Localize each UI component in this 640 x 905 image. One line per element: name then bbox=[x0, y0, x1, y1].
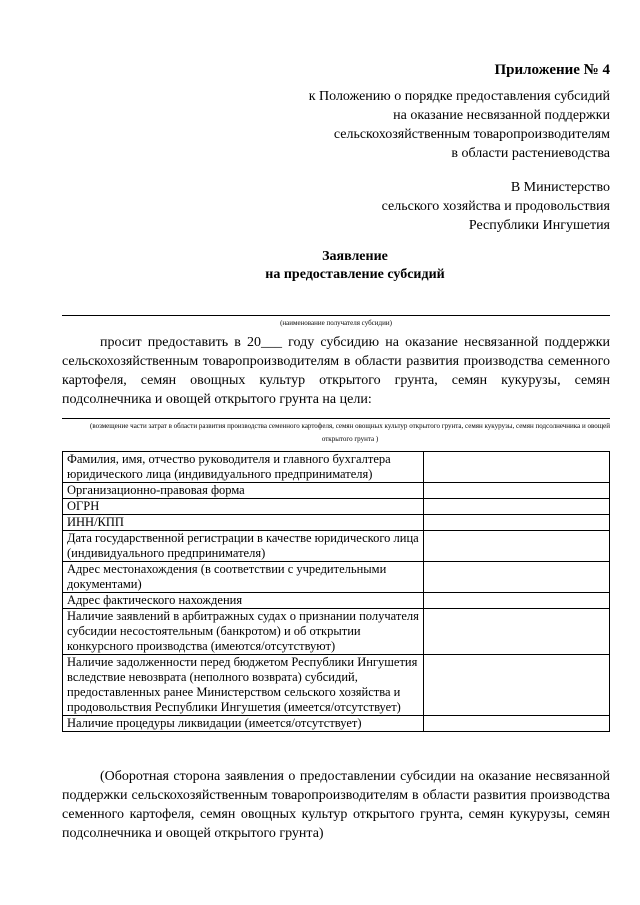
row-label: Адрес фактического нахождения bbox=[63, 593, 424, 609]
row-label: Дата государственной регистрации в качестве юридического лица (индивидуального предпринимателя) bbox=[63, 531, 424, 562]
row-value-field[interactable] bbox=[424, 562, 610, 593]
addressee-line: Республики Ингушетия bbox=[468, 218, 610, 233]
row-value-field[interactable] bbox=[424, 655, 610, 716]
table-row bbox=[63, 515, 610, 531]
appendix-title: Приложение № 4 bbox=[494, 62, 610, 78]
row-label: Наличие задолженности перед бюджетом Республики Ингушетия вследствие невозврата (неполного возврата) субсидий, предоставленных ранее Министерством сельского хозяйства и продовольствия Республики Ингушетия (имеется/отсутствует) bbox=[63, 655, 424, 716]
row-value-field[interactable] bbox=[424, 499, 610, 515]
request-paragraph: просит предоставить в 20___ году субсидию на оказание несвязанной поддержки сельскохозяйственным товаропроизводителям в области развития производства семенного картофеля, семян овощных культур открытого грунта, семян кукурузы, семян подсолнечника и овощей открытого грунта на цели: bbox=[62, 335, 610, 407]
row-value-field[interactable] bbox=[424, 609, 610, 655]
row-value-field[interactable] bbox=[424, 452, 610, 483]
row-label: Наличие процедуры ликвидации (имеется/отсутствует) bbox=[63, 716, 424, 732]
row-label: Наличие заявлений в арбитражных судах о признании получателя субсидии несостоятельным (банкротом) и об открытии конкурсного производства (имеются/отсутствуют) bbox=[63, 609, 424, 655]
row-value-field[interactable] bbox=[424, 716, 610, 732]
table-row bbox=[63, 499, 610, 515]
appendix-reference bbox=[190, 87, 610, 163]
table-row bbox=[63, 593, 610, 609]
title-line-1: Заявление bbox=[322, 249, 388, 264]
row-label: Организационно-правовая форма bbox=[63, 483, 424, 499]
row-value-field[interactable] bbox=[424, 515, 610, 531]
appendix-line: к Положению о порядке предоставления субсидий bbox=[308, 89, 610, 104]
applicant-info-table bbox=[62, 451, 610, 732]
purpose-line[interactable] bbox=[62, 418, 610, 419]
row-value-field[interactable] bbox=[424, 531, 610, 562]
table-row bbox=[63, 531, 610, 562]
row-label: ИНН/КПП bbox=[63, 515, 424, 531]
row-label: ОГРН bbox=[63, 499, 424, 515]
table-row bbox=[63, 562, 610, 593]
appendix-line: в области растениеводства bbox=[451, 146, 610, 161]
table-row bbox=[63, 716, 610, 732]
addressee-block bbox=[190, 178, 610, 235]
addressee-line: сельского хозяйства и продовольствия bbox=[381, 199, 610, 214]
row-label: Адрес местонахождения (в соответствии с учредительными документами) bbox=[63, 562, 424, 593]
table-row bbox=[63, 452, 610, 483]
title-line-2: на предоставление субсидий bbox=[265, 267, 445, 282]
table-row bbox=[63, 609, 610, 655]
recipient-name-caption: (наименование получателя субсидии) bbox=[280, 319, 392, 327]
addressee-line: В Министерство bbox=[510, 180, 610, 195]
appendix-line: на оказание несвязанной поддержки bbox=[393, 108, 610, 123]
row-value-field[interactable] bbox=[424, 593, 610, 609]
document-title bbox=[60, 248, 640, 284]
table-row bbox=[63, 655, 610, 716]
recipient-name-line[interactable] bbox=[62, 315, 610, 316]
appendix-line: сельскохозяйственным товаропроизводителям bbox=[333, 127, 610, 142]
back-side-note: (Оборотная сторона заявления о предоставлении субсидии на оказание несвязанной поддержки сельскохозяйственным товаропроизводителям в области развития производства семенного картофеля, семян овощных культур открытого грунта, семян кукурузы, семян подсолнечника и овощей открытого грунта) bbox=[62, 769, 610, 841]
purpose-caption: (возмещение части затрат в области развития производства семенного картофеля, семян овощных культур открытого грунта, семян кукурузы, семян подсолнечника и овощей открытого грунта ) bbox=[90, 422, 610, 443]
row-label: Фамилия, имя, отчество руководителя и главного бухгалтера юридического лица (индивидуального предпринимателя) bbox=[63, 452, 424, 483]
row-value-field[interactable] bbox=[424, 483, 610, 499]
table-row bbox=[63, 483, 610, 499]
